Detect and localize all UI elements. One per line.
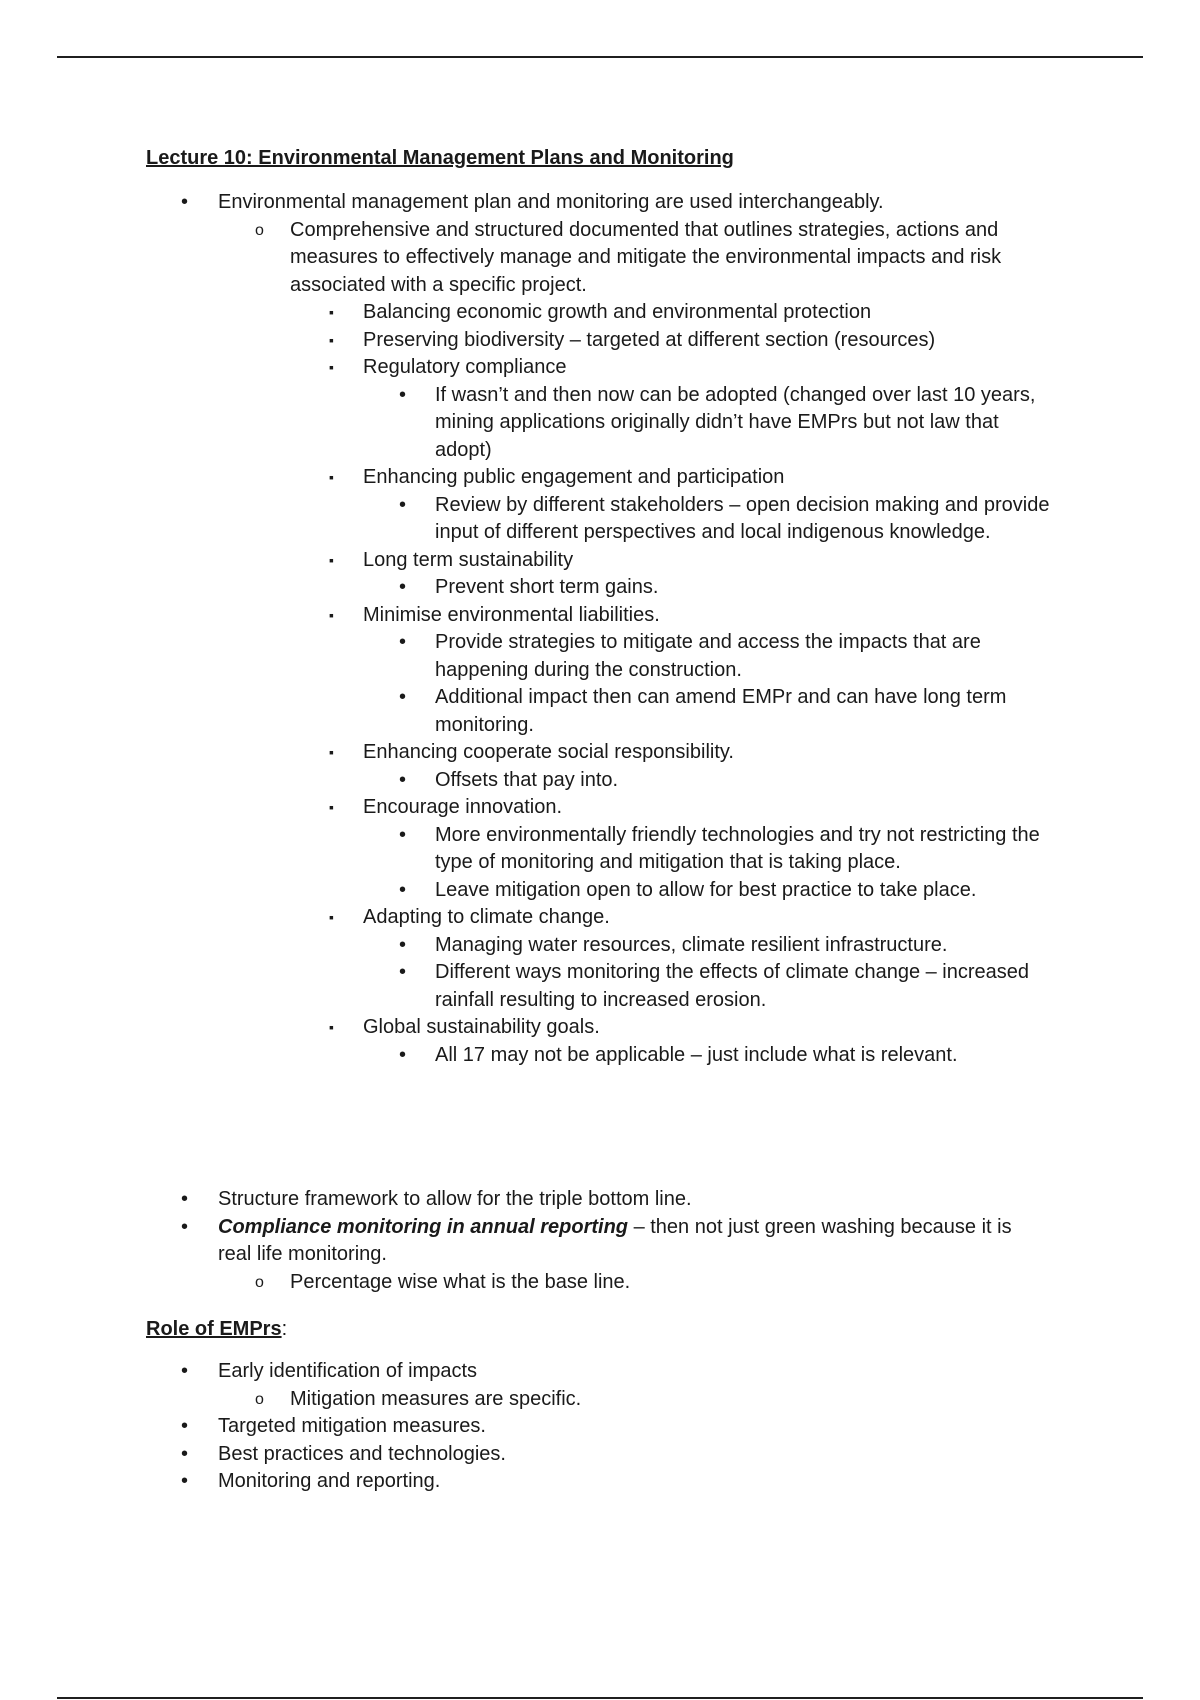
bullet-disc: • [399, 631, 407, 653]
list-item: • Leave mitigation open to allow for best practice to take place. [0, 877, 1055, 905]
list-item: • Provide strategies to mitigate and access the impacts that are happening during the construction. [399, 631, 981, 681]
bullet-circle: o [255, 1273, 264, 1291]
list-item: • Best practices and technologies. [0, 1441, 1018, 1469]
bullet-disc: • [399, 823, 407, 846]
bullet-square: ▪ [329, 744, 334, 760]
bullet-square: ▪ [329, 909, 334, 925]
list-item: • Additional impact then can amend EMPr and can have long term monitoring. [399, 686, 1007, 736]
list-item: ▪ Long term sustainability [0, 547, 1063, 575]
list-item: ▪ Adapting to climate change. [0, 904, 1063, 932]
bullet-disc: • [399, 576, 407, 598]
bullet-square: ▪ [329, 304, 334, 320]
bullet-disc: • [399, 878, 407, 901]
emphasis-text: Compliance monitoring in annual reporting [218, 1215, 629, 1238]
bullet-disc: • [181, 1470, 189, 1492]
list-item: • Compliance monitoring in annual reporting – then not just green washing because it is real life monitoring. [181, 1215, 1012, 1265]
bullet-disc: • [399, 768, 407, 791]
bullet-disc: • [181, 191, 189, 213]
bullet-square: ▪ [329, 606, 334, 623]
structure-list [0, 1186, 1200, 1296]
intro-list [0, 189, 1200, 1069]
list-item: • All 17 may not be applicable – just include what is relevant. [0, 1042, 1055, 1070]
bullet-circle: o [255, 221, 264, 239]
list-item: ▪ Preserving biodiversity – targeted at different section (resources) [0, 327, 1063, 355]
list-item: • Review by different stakeholders – open decision making and provide input of different perspectives and local indigenous knowledge. [399, 493, 1050, 543]
bullet-disc: • [399, 933, 407, 956]
bullet-disc: • [181, 1215, 189, 1238]
bullet-disc: • [181, 1360, 189, 1382]
bottom-rule [57, 1697, 1143, 1699]
list-item: • Early identification of impacts [0, 1358, 1018, 1386]
list-item: o Mitigation measures are specific. [0, 1386, 1040, 1414]
bullet-disc: • [399, 383, 407, 406]
list-item: ▪ Balancing economic growth and environmental protection [0, 299, 1063, 327]
list-item: • If wasn’t and then now can be adopted (changed over last 10 years, mining applications originally didn’t have EMPrs but not law that adopt) [399, 383, 1036, 461]
list-item: • Environmental management plan and monitoring are used interchangeably. [0, 189, 1018, 217]
list-item: • Managing water resources, climate resilient infrastructure. [0, 932, 1055, 960]
bullet-square: ▪ [329, 359, 334, 375]
bullet-disc: • [181, 1442, 189, 1465]
list-item: • Monitoring and reporting. [0, 1468, 1018, 1496]
list-item: • More environmentally friendly technologies and try not restricting the type of monitoring and mitigation that is taking place. [399, 823, 1040, 873]
top-rule [57, 56, 1143, 58]
bullet-square: ▪ [329, 469, 334, 485]
bullet-square: ▪ [329, 551, 334, 568]
list-item: • Targeted mitigation measures. [0, 1413, 1018, 1441]
list-item: ▪ Global sustainability goals. [0, 1014, 1063, 1042]
list-item: • Structure framework to allow for the triple bottom line. [0, 1186, 1018, 1214]
list-item: o Percentage wise what is the base line. [0, 1269, 1040, 1297]
bullet-square: ▪ [329, 331, 334, 348]
list-item: • Prevent short term gains. [0, 574, 1055, 602]
list-item: ▪ Enhancing cooperate social responsibility. [0, 739, 1063, 767]
bullet-disc: • [181, 1415, 189, 1437]
bullet-square: ▪ [329, 799, 334, 815]
lecture-heading: Lecture 10: Environmental Management Plans and Monitoring [146, 147, 734, 169]
bullet-disc: • [399, 686, 407, 708]
role-list [0, 1358, 1200, 1496]
bullet-disc: • [399, 1043, 407, 1066]
bullet-disc: • [399, 961, 407, 983]
bullet-disc: • [181, 1188, 189, 1210]
bullet-square: ▪ [329, 1019, 334, 1035]
list-item: ▪ Minimise environmental liabilities. [0, 602, 1063, 630]
bullet-disc: • [399, 493, 407, 516]
list-item: • Offsets that pay into. [0, 767, 1055, 795]
list-item: ▪ Regulatory compliance [0, 354, 1063, 382]
list-item: ▪ Enhancing public engagement and participation [0, 464, 1063, 492]
bullet-circle: o [255, 1390, 264, 1408]
list-item: ▪ Encourage innovation. [0, 794, 1063, 822]
list-item: o Comprehensive and structured documented that outlines strategies, actions and measures to effectively manage and mitigate the environmental impacts and risk associated with a specific project. [255, 218, 1002, 296]
list-item: • Different ways monitoring the effects of climate change – increased rainfall resulting to increased erosion. [399, 961, 1030, 1011]
role-heading: Role of EMPrs: [146, 1318, 288, 1340]
